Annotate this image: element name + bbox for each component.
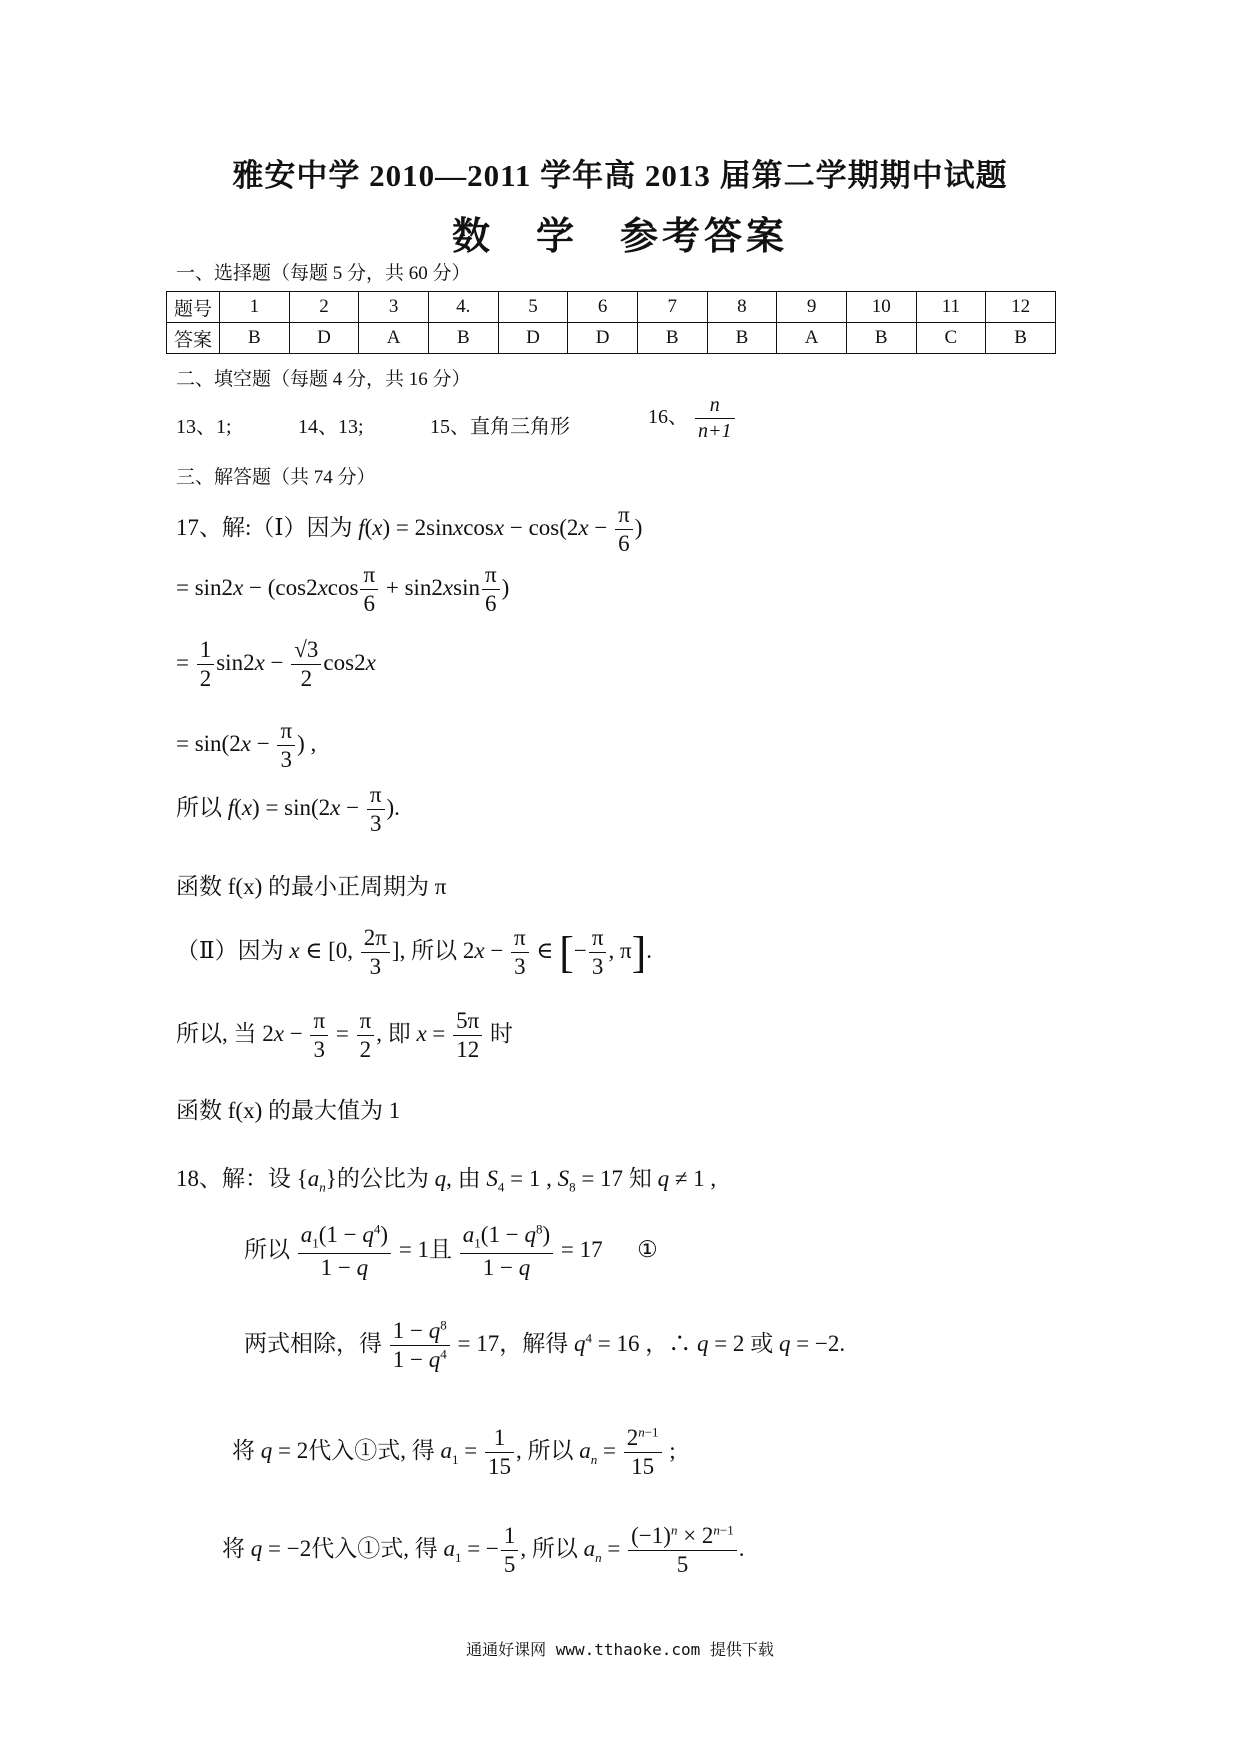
q17-line-2: = sin2x − (cos2xcos $\frac{\pi}{6}$ + sin2xsin $\frac{\pi}{6}$ ) [176, 562, 510, 617]
footer-source: 通通好课网 www.tthaoke.com 提供下载 [466, 1640, 774, 1659]
section-fill-heading: 二、填空题（每题 4 分，共 16 分） [176, 369, 471, 390]
table-cell: B [707, 323, 777, 354]
q17-period: 函数 f(x) 的最小正周期为 π [176, 874, 447, 899]
page-subtitle: 数 学 参考答案 [451, 216, 788, 258]
table-cell: 8 [707, 292, 777, 323]
q18-line-3: 两式相除，得 $\frac{1 - q^8}{1 - q^4}$ = 17，解得 $q^4 = 16$ ，∴ q = 2 或 q = −2. [244, 1317, 846, 1373]
answer-table [166, 291, 1056, 354]
table-cell: C [916, 323, 986, 354]
table-cell: 12 [986, 292, 1056, 323]
q17-label: 17、解:（Ⅰ）因为 [176, 515, 353, 541]
table-cell: D [498, 323, 568, 354]
page-title: 雅安中学 2010—2011 学年高 2013 届第二学期期中试题 [232, 158, 1008, 193]
fraction-denominator: n+1 [698, 420, 732, 442]
table-row-head: 题号 [167, 292, 220, 323]
table-cell: B [986, 323, 1056, 354]
table-cell: B [637, 323, 707, 354]
fill-answer-16 [648, 394, 737, 443]
table-cell: 4. [428, 292, 498, 323]
q18-line-2: 所以 $\frac{a_1(1 - q^4)}{1 - q}$ = 1且 $\frac{a_1(1 - q^8)}{1 - q}$ = 17 ① [244, 1221, 658, 1280]
table-cell: D [568, 323, 638, 354]
q17-line-5: 所以 f(x) = sin(2x − $\frac{\pi}{3}$ ). [176, 782, 400, 837]
table-cell: B [220, 323, 290, 354]
q17-line-1: 17、解:（Ⅰ）因为 f(x) = 2sinxcosx − cos(2x − $\frac{\pi}{6}$ ) [176, 502, 643, 557]
table-cell: A [359, 323, 429, 354]
section-solve-heading: 三、解答题（共 74 分） [176, 467, 376, 488]
fill-answer-15: 15、直角三角形 [430, 416, 570, 438]
table-cell: 9 [777, 292, 847, 323]
table-cell: 10 [846, 292, 916, 323]
q17-part2: （Ⅱ）因为 x ∈ [0, $\frac{2\pi}{3}$ ], 所以 2x − $\frac{\pi}{3}$ ∈ [− $\frac{\pi}{3}$ , π]. [176, 925, 652, 980]
q18-line-1: 18、解：设 $\{a_n\}$的公比为 q, 由 $S_4 = 1$ , $S_8 = 17$ 知 q ≠ 1 , [176, 1166, 717, 1195]
fill-answer-16-label: 16、 [648, 406, 688, 429]
table-cell: 7 [637, 292, 707, 323]
table-cell: D [289, 323, 359, 354]
fraction-numerator: n [695, 394, 735, 419]
table-cell: 3 [359, 292, 429, 323]
q18-line-5: 将 q = −2代入①式, 得 $a_1$ = − $\frac{1}{5}$ , 所以 $a_n$ = $\frac{(-1)^n \times 2^{n-1}}{5}$ . [222, 1522, 745, 1578]
q17-line-3: = $\frac{1}{2}$ sin2x − $\frac{√3}{2}$ cos2x [176, 637, 376, 692]
q17-when: 所以, 当 2x − $\frac{\pi}{3}$ = $\frac{\pi}{2}$ , 即 x = $\frac{5\pi}{12}$ 时 [176, 1008, 514, 1063]
table-cell: B [846, 323, 916, 354]
fill-answer-14: 14、13; [298, 416, 364, 438]
fraction [695, 394, 735, 443]
table-cell: A [777, 323, 847, 354]
table-row-head: 答案 [167, 323, 220, 354]
q17-max: 函数 f(x) 的最大值为 1 [176, 1098, 401, 1123]
section-choice-heading: 一、选择题（每题 5 分，共 60 分） [176, 263, 471, 284]
table-cell: B [428, 323, 498, 354]
q17-line-4: = sin(2x − $\frac{\pi}{3}$ ) , [176, 718, 317, 773]
table-row-numbers [167, 292, 1056, 323]
table-cell: 1 [220, 292, 290, 323]
table-cell: 11 [916, 292, 986, 323]
table-row-answers [167, 323, 1056, 354]
fill-answer-13: 13、1; [176, 416, 232, 438]
table-cell: 6 [568, 292, 638, 323]
q18-line-4: 将 q = 2代入①式, 得 $a_1$ = $\frac{1}{15}$ , 所以 $a_n$ = $\frac{2^{n-1}}{15}$ ; [232, 1424, 676, 1480]
table-cell: 2 [289, 292, 359, 323]
table-cell: 5 [498, 292, 568, 323]
